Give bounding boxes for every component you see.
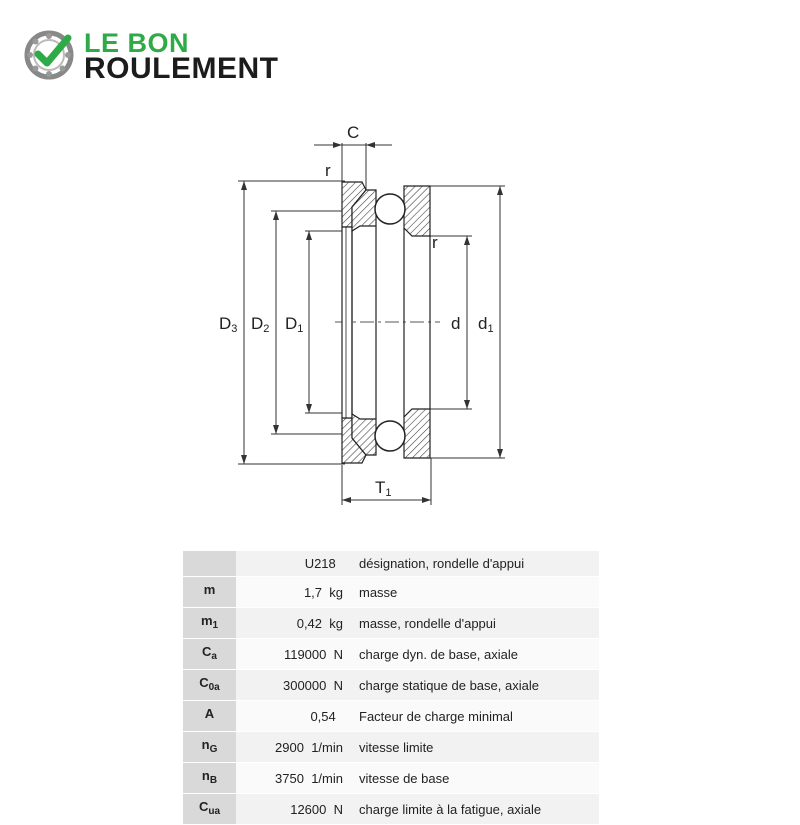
- table-row: [183, 732, 599, 763]
- row-symbol: [183, 608, 236, 639]
- label-r-inner: r: [432, 233, 438, 252]
- row-value: [236, 763, 351, 794]
- symbol-text: n: [201, 737, 210, 753]
- row-value: [236, 639, 351, 670]
- row-value: [236, 701, 351, 732]
- value-text: 2900: [275, 739, 304, 755]
- row-description: charge dyn. de base, axiale: [351, 639, 599, 670]
- logo-text-bottom: ROULEMENT: [84, 52, 279, 85]
- spec-table: [183, 551, 599, 825]
- value-text: 3750: [275, 770, 304, 786]
- symbol-subscript: a: [211, 651, 217, 663]
- row-description: masse: [351, 577, 599, 608]
- table-row: [183, 577, 599, 608]
- row-description: désignation, rondelle d'appui: [351, 551, 599, 577]
- row-description: charge statique de base, axiale: [351, 670, 599, 701]
- value-text: 0,42: [296, 615, 323, 631]
- symbol-subscript: 0a: [208, 682, 220, 694]
- label-d-bore: d: [451, 314, 461, 333]
- row-symbol: [183, 701, 236, 732]
- value-text: U218: [304, 556, 336, 572]
- table-row: [183, 551, 599, 577]
- row-value: [236, 577, 351, 608]
- table-row: [183, 639, 599, 670]
- unit-text: N: [333, 646, 343, 662]
- table-row: [183, 670, 599, 701]
- label-d3: D3: [219, 314, 238, 335]
- symbol-text: C: [198, 799, 209, 815]
- row-symbol: [183, 577, 236, 608]
- value-text: 300000: [282, 677, 327, 693]
- label-d1-outer: D1: [285, 314, 304, 335]
- symbol-text: C: [202, 644, 212, 660]
- row-symbol: [183, 732, 236, 763]
- symbol-subscript: B: [209, 775, 218, 787]
- row-symbol: [183, 551, 236, 577]
- row-value: [236, 794, 351, 825]
- value-text: 1,7: [303, 584, 323, 600]
- row-description: vitesse limite: [351, 732, 599, 763]
- unit-text: 1/min: [311, 739, 343, 755]
- symbol-subscript: ua: [208, 806, 221, 818]
- label-t1: T1: [375, 478, 392, 499]
- table-row: [183, 608, 599, 639]
- value-text: 0,54: [310, 708, 336, 724]
- value-text: 119000: [283, 646, 327, 662]
- unit-text: kg: [329, 584, 343, 600]
- row-description: vitesse de base: [351, 763, 599, 794]
- symbol-text: m: [203, 582, 216, 598]
- row-description: masse, rondelle d'appui: [351, 608, 599, 639]
- table-row: [183, 763, 599, 794]
- symbol-text: C: [199, 675, 209, 691]
- unit-text: N: [333, 677, 343, 693]
- symbol-text: m: [200, 613, 213, 629]
- symbol-text: A: [204, 706, 215, 722]
- label-c: C: [347, 123, 360, 142]
- row-symbol: [183, 763, 236, 794]
- unit-text: kg: [329, 615, 343, 631]
- table-row: [183, 701, 599, 732]
- symbol-text: n: [201, 768, 210, 784]
- logo-text-top: LE BON: [84, 28, 190, 58]
- row-value: [236, 608, 351, 639]
- row-value: [236, 670, 351, 701]
- unit-text: 1/min: [311, 770, 343, 786]
- unit-text: N: [333, 801, 343, 817]
- label-d1-shaft: d1: [478, 314, 494, 335]
- row-symbol: [183, 794, 236, 825]
- symbol-subscript: 1: [212, 620, 219, 632]
- row-symbol: [183, 670, 236, 701]
- row-value: [236, 551, 351, 577]
- symbol-subscript: G: [209, 744, 218, 756]
- row-symbol: [183, 639, 236, 670]
- label-d2: D2: [251, 314, 270, 335]
- row-value: [236, 732, 351, 763]
- value-text: 12600: [290, 801, 327, 817]
- label-r-top: r: [325, 161, 331, 180]
- table-row: [183, 794, 599, 825]
- row-description: charge limite à la fatigue, axiale: [351, 794, 599, 825]
- row-description: Facteur de charge minimal: [351, 701, 599, 732]
